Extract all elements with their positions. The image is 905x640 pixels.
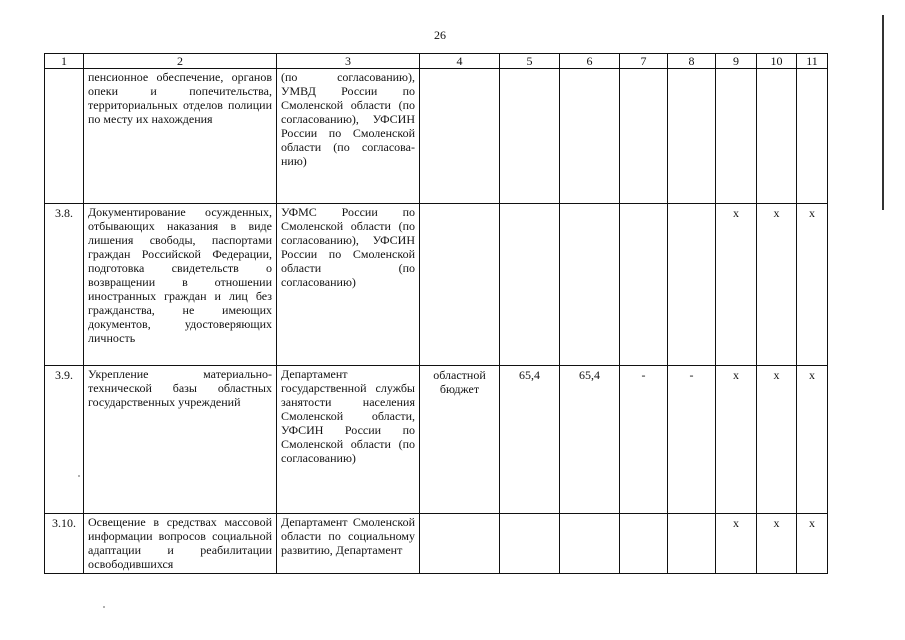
- column-header: 3: [277, 54, 420, 69]
- table-row: [45, 514, 828, 574]
- column-header: 4: [420, 54, 500, 69]
- funding-total: [500, 204, 560, 366]
- funding-year-2: [620, 514, 668, 574]
- executors: УФМС России по Смоленской области (по согласованию), УФСИН России по Смоленской области (по согласованию): [277, 204, 420, 366]
- funding-year-1: 65,4: [560, 366, 620, 514]
- column-header: 9: [716, 54, 757, 69]
- funding-total: [500, 514, 560, 574]
- item-number: 3.9.: [45, 366, 84, 514]
- item-number: 3.10.: [45, 514, 84, 574]
- funding-year-3: [668, 204, 716, 366]
- page-number: 26: [434, 28, 446, 42]
- column-header: 7: [620, 54, 668, 69]
- funding-year-3: [668, 69, 716, 204]
- column-header: 1: [45, 54, 84, 69]
- funding-total: 65,4: [500, 366, 560, 514]
- column-header: 5: [500, 54, 560, 69]
- funding-year-3: -: [668, 366, 716, 514]
- scan-edge-line: [882, 15, 884, 210]
- funding-total: [500, 69, 560, 204]
- executors: (по согласованию), УМВД России по Смоленской области (по согласованию), УФСИН России по Смоленской области (по согласова-нию): [277, 69, 420, 204]
- program-measures-table: [44, 53, 828, 574]
- item-number: 3.8.: [45, 204, 84, 366]
- executors: Департамент Смоленской области по социальному развитию, Департамент: [277, 514, 420, 574]
- executors: Департамент государственной службы занятости населения Смоленской области, УФСИН России по Смоленской области (по согласованию): [277, 366, 420, 514]
- funding-year-2: [620, 204, 668, 366]
- indicator-3: х: [797, 366, 828, 514]
- indicator-1: х: [716, 514, 757, 574]
- funding-source: областной бюджет: [420, 366, 500, 514]
- indicator-3: [797, 69, 828, 204]
- column-header: 10: [757, 54, 797, 69]
- funding-year-3: [668, 514, 716, 574]
- column-header: 11: [797, 54, 828, 69]
- funding-year-1: [560, 514, 620, 574]
- funding-source: [420, 514, 500, 574]
- column-header: 6: [560, 54, 620, 69]
- measure-description: Освещение в средствах массовой информации вопросов социальной адаптации и реабилитации освободившихся: [84, 514, 277, 574]
- funding-source: [420, 69, 500, 204]
- funding-year-2: -: [620, 366, 668, 514]
- table-row: [45, 366, 828, 514]
- column-header: 8: [668, 54, 716, 69]
- column-number-row: [45, 54, 828, 69]
- table-row: [45, 204, 828, 366]
- indicator-2: [757, 69, 797, 204]
- funding-year-2: [620, 69, 668, 204]
- table-row: [45, 69, 828, 204]
- indicator-1: х: [716, 366, 757, 514]
- measure-description: Документирование осужденных, отбывающих наказания в виде лишения свободы, паспортами граждан Российской Федерации, подготовка свидетельств о возвращении в отношении иностранных граждан и лиц без гражданства, не имеющих документов, удостоверяющих личность: [84, 204, 277, 366]
- funding-year-1: [560, 204, 620, 366]
- measure-description: Укрепление материально-технической базы областных государственных учреждений: [84, 366, 277, 514]
- indicator-2: х: [757, 514, 797, 574]
- indicator-2: х: [757, 204, 797, 366]
- item-number: [45, 69, 84, 204]
- measure-description: пенсионное обеспечение, органов опеки и попечительства, территориальных отделов полиции по месту их нахождения: [84, 69, 277, 204]
- indicator-2: х: [757, 366, 797, 514]
- indicator-1: х: [716, 204, 757, 366]
- indicator-1: [716, 69, 757, 204]
- indicator-3: х: [797, 514, 828, 574]
- indicator-3: х: [797, 204, 828, 366]
- funding-source: [420, 204, 500, 366]
- column-header: 2: [84, 54, 277, 69]
- funding-year-1: [560, 69, 620, 204]
- scan-speck: [103, 606, 105, 608]
